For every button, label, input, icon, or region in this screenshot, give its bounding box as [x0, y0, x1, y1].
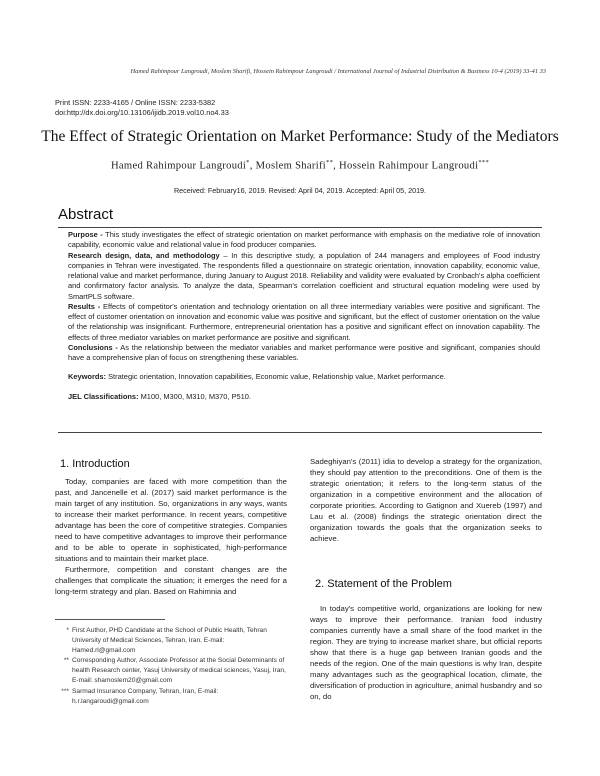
footnote	[57, 687, 287, 707]
footnote-mark: *	[66, 627, 69, 634]
abstract-results	[68, 302, 540, 343]
keywords-text: Strategic orientation, Innovation capabilities, Economic value, Relationship value, Market performance.	[106, 372, 446, 382]
footnote-text: First Author, PHD Candidate at the School of Public Health, Tehran University of Medical Sciences, Tehran, Iran. E-mail: Hamed.rl@gmail.com	[72, 627, 267, 655]
paper-title: The Effect of Strategic Orientation on Market Performance: Study of the Mediators	[41, 128, 559, 145]
author-3-mark: ***	[478, 159, 490, 166]
issn-line: Print ISSN: 2233-4165 / Online ISSN: 2233-5382	[55, 98, 216, 107]
abstract-bottom-rule	[58, 432, 542, 433]
conclusions-text: As the relationship between the mediator variables and market performance were positive and significant, companies should have a comprehensive plan of focus on strengthening these variables.	[68, 342, 541, 362]
footnote-rule	[55, 619, 165, 620]
problem-paragraph-1: In today's competitive world, organizations are looking for new ways to improve their performance. Iranian food industry companies currently have a small share of the food market in the region. They are trying to increase market share, but official reports show that there is a huge gap between Iranian goods and the needs of the region. One of the main questions is why Iran, despite many advantages such as the geographical location, climate, the diversification of production in agriculture, animal husbandry and so on, do	[310, 604, 542, 702]
footnote-text: Sarmad Insurance Company, Tehran, Iran, E-mail: h.r.langaroudi@gmail.com	[72, 687, 219, 705]
purpose-label: Purpose -	[68, 230, 103, 239]
results-text: Effects of competitor's orientation and technology orientation on all three intermediary variables were positive and significant. The effect of customer orientation on innovation and economic value was positive and significant, but the effect of customer orientation on the value of the relationship was insignificant. Furthermore, entrepreneurial orientation has a positive and significant effect on innovation capability. The effects of three mediator variables on market performance are positive and significant.	[68, 301, 540, 342]
jel-text: M100, M300, M310, M370, P510.	[138, 391, 251, 401]
keywords-label: Keywords:	[68, 372, 107, 382]
author-1-mark: *	[246, 159, 250, 166]
results-label: Results -	[68, 301, 101, 311]
abstract-top-rule	[58, 227, 542, 228]
author-1: Hamed Rahimpour Langroudi	[110, 160, 247, 172]
footnote	[57, 656, 287, 686]
author-3: Hossein Rahimpour Langroudi	[339, 160, 479, 172]
doi-line: doi:http://dx.doi.org/10.13106/ijidb.2019.vol10.no4.33	[55, 107, 229, 117]
purpose-text: This study investigates the effect of strategic orientation on market performance with emphasis on the mediative role of innovation capability, economic value and relational value in food producer companies.	[68, 230, 540, 250]
keywords	[68, 372, 540, 382]
abstract-conclusions	[68, 343, 540, 364]
section-2-heading: 2. Statement of the Problem	[315, 578, 452, 590]
running-head: Hamed Rahimpour Langroudi, Moslem Sharifi, Hossein Rahimpour Langroudi / International Journal of Industrial Distribution & Business 10-4 (2019) 33-41 33	[130, 68, 546, 75]
intro-paragraph-1: Today, companies are faced with more competition than the past, and Jancenelle et al. (2017) said market performance is the main target of any institution. So, organizations in any ways, wants to increase their market performance. In recent years, competitive advantage has been the core of competitive strategies. Companies need to have competitive advantages to improve their performance and to be able to operate in sophisticated, high-performance situations and to maintain their market place.	[55, 477, 287, 564]
footnotes	[57, 626, 287, 707]
footnote-text: Corresponding Author, Associate Professor at the Social Determinants of health Research center, Yasuj University of medical sciences, Yasuj, Iran, E-mail: shamoslem20@gmail.com	[72, 657, 286, 685]
author-2-mark: **	[326, 159, 334, 166]
conclusions-label: Conclusions -	[68, 342, 118, 352]
design-label: Research design, data, and methodology	[68, 250, 220, 260]
footnote-mark: **	[63, 657, 69, 665]
jel-label: JEL Classifications:	[68, 391, 139, 401]
footnote	[57, 626, 287, 656]
right-column-bottom	[310, 603, 542, 702]
jel-classifications	[68, 392, 540, 402]
design-text: – In this descriptive study, a population of 244 managers and employees of Food industry companies in Tehran were investigated. The respondents filled a questionnaire on strategic orientation, innovation capability, economic value, relational value and market performance, during January to August 2018. Reliability and validity were evaluated by Cronbach's alpha coefficient and confirmatory factor analysis. To analyze the data, Spearman's correlation coefficient and structural equation modeling were used by SmartPLS software.	[68, 250, 540, 301]
issn-block	[55, 98, 229, 117]
right-column-top	[310, 456, 542, 544]
abstract-purpose	[68, 230, 540, 251]
section-1-heading: 1. Introduction	[60, 458, 130, 470]
intro-paragraph-2: Furthermore, competition and constant changes are the challenges that complicate the situation; it emerges the need for a long-term strategy and plan. Based on Rahimnia and	[55, 565, 287, 597]
author-2: Moslem Sharifi	[255, 160, 327, 172]
abstract-heading: Abstract	[58, 206, 114, 223]
received-dates: Received: February16, 2019. Revised: April 04, 2019. Accepted: April 05, 2019.	[173, 186, 427, 195]
footnote-mark: ***	[61, 687, 69, 695]
author-line: Hamed Rahimpour Langroudi*, Moslem Sharifi**, Hossein Rahimpour Langroudi***	[110, 159, 490, 172]
abstract-design	[68, 251, 540, 302]
abstract-body	[68, 230, 540, 402]
left-column	[55, 476, 287, 598]
intro-paragraph-3: Sadeghiyan's (2011) idia to develop a strategy for the organization, they should pay attention to the preconditions. One of them is the strategic orientation; it refers to the long-term status of the organization in a competitive environment and the allocation of corporate priorities. According to Gatignon and Xuereb (1997) and Lau et al. (2008) findings the strategic orientation direct the organization towards the goals that the organization seeks to achieve.	[310, 457, 542, 544]
